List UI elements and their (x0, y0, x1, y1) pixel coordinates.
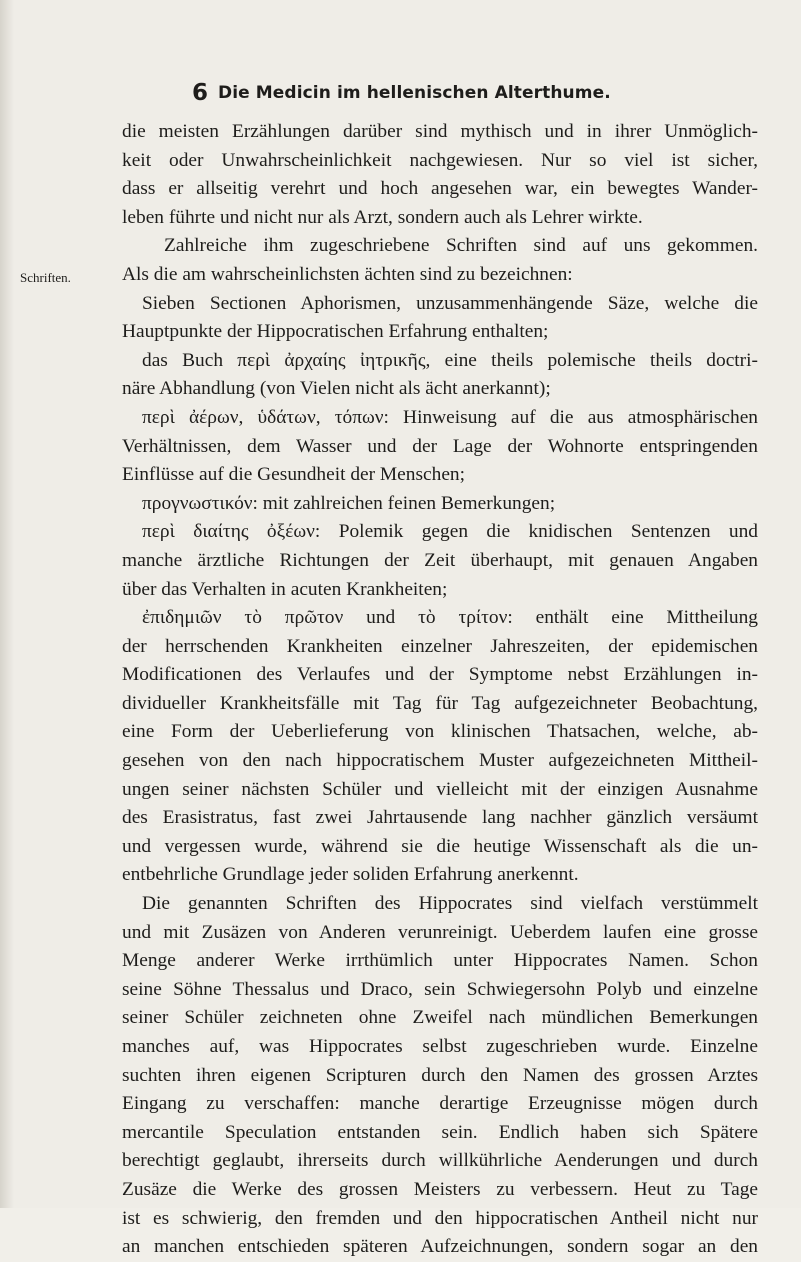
text-line: der herrschenden Krankheiten einzelner Jahreszeiten, der epidemischen (122, 635, 758, 657)
text-line: Als die am wahrscheinlichsten ächten sind zu bezeichnen: (122, 263, 573, 285)
text-line: seine Söhne Thessalus und Draco, sein Schwiegersohn Polyb und einzelne (122, 978, 758, 1000)
text-line: gesehen von den nach hippocratischem Muster aufgezeichneten Mittheil- (122, 750, 758, 772)
text-line: Sieben Sectionen Aphorismen, unzusammenhängende Säze, welche die (142, 292, 758, 314)
text-line: ungen seiner nächsten Schüler und vielleicht mit der einzigen Ausnahme (122, 778, 758, 800)
running-head: Die Medicin im hellenischen Alterthume. (218, 83, 611, 103)
text-line: eine Form der Ueberlieferung von klinischen Thatsachen, welche, ab- (122, 721, 758, 743)
page-header (192, 80, 752, 106)
text-line: an manchen entschieden späteren Aufzeichnungen, sondern sogar an den (122, 1236, 758, 1258)
text-line: ἐπιδημιῶν τὸ πρῶτον und τὸ τρίτον: enthält eine Mittheilung (142, 607, 758, 629)
text-line: manche ärztliche Richtungen der Zeit überhaupt, mit genauen Angaben (122, 549, 758, 571)
text-line: Hauptpunkte der Hippocratischen Erfahrung enthalten; (122, 321, 549, 343)
text-line: das Buch περὶ ἀρχαίης ἰητρικῆς, eine theils polemische theils doctri- (142, 349, 758, 371)
text-line: Modificationen des Verlaufes und der Symptome nebst Erzählungen in- (122, 664, 758, 686)
text-line: dividueller Krankheitsfälle mit Tag für Tag aufgezeichneter Beobachtung, (122, 692, 758, 714)
margin-note: Schriften. (20, 270, 71, 285)
text-line: leben führte und nicht nur als Arzt, sondern auch als Lehrer wirkte. (122, 206, 643, 228)
text-line: Eingang zu verschaffen: manche derartige Erzeugnisse mögen durch (122, 1093, 758, 1115)
text-line: seiner Schüler zeichneten ohne Zweifel nach mündlichen Bemerkungen (122, 1007, 758, 1029)
text-line: entbehrliche Grundlage jeder soliden Erfahrung anerkennt. (122, 864, 579, 886)
text-line: Die genannten Schriften des Hippocrates sind vielfach verstümmelt (142, 893, 758, 915)
text-line: Menge anderer Werke irrthümlich unter Hippocrates Namen. Schon (122, 950, 758, 972)
text-line: προγνωστικόν: mit zahlreichen feinen Bemerkungen; (142, 492, 556, 514)
text-line: mercantile Speculation entstanden sein. Endlich haben sich Spätere (122, 1121, 758, 1143)
text-line: ist es schwierig, den fremden und den hippocratischen Antheil nicht nur (122, 1207, 758, 1229)
text-line: περὶ ἀέρων, ὑδάτων, τόπων: Hinweisung auf die aus atmosphärischen (142, 406, 758, 428)
page-number: 6 (192, 80, 209, 106)
text-line: dass er allseitig verehrt und hoch angesehen war, ein bewegtes Wander- (122, 178, 758, 200)
body-text (122, 118, 758, 1262)
text-line: berechtigt geglaubt, ihrerseits durch willkührliche Aenderungen und durch (122, 1150, 758, 1172)
text-line: und mit Zusäzen von Anderen verunreinigt. Ueberdem laufen eine grosse (122, 921, 758, 943)
text-line: περὶ διαίτης ὀξέων: Polemik gegen die knidischen Sentenzen und (142, 521, 758, 543)
text-line: keit oder Unwahrscheinlichkeit nachgewiesen. Nur so viel ist sicher, (122, 149, 758, 171)
text-line: des Erasistratus, fast zwei Jahrtausende lang nachher gänzlich versäumt (122, 807, 758, 829)
text-line: und vergessen wurde, während sie die heutige Wissenschaft als die un- (122, 835, 758, 857)
text-line: Zahlreiche ihm zugeschriebene Schriften sind auf uns gekommen. (164, 235, 758, 257)
text-line: Zusäze die Werke des grossen Meisters zu verbessern. Heut zu Tage (122, 1178, 758, 1200)
text-line: Einflüsse auf die Gesundheit der Menschen; (122, 464, 466, 486)
text-line: die meisten Erzählungen darüber sind mythisch und in ihrer Unmöglich- (122, 121, 758, 142)
text-line: Verhältnissen, dem Wasser und der Lage der Wohnorte entspringenden (122, 435, 758, 457)
page-gutter-shadow (0, 0, 14, 1208)
text-line: manches auf, was Hippocrates selbst zugeschrieben wurde. Einzelne (122, 1036, 758, 1057)
text-line: suchten ihren eigenen Scripturen durch den Namen des grossen Arztes (122, 1064, 758, 1086)
text-line: näre Abhandlung (von Vielen nicht als ächt anerkannt); (122, 378, 551, 400)
text-line: über das Verhalten in acuten Krankheiten; (122, 578, 448, 600)
